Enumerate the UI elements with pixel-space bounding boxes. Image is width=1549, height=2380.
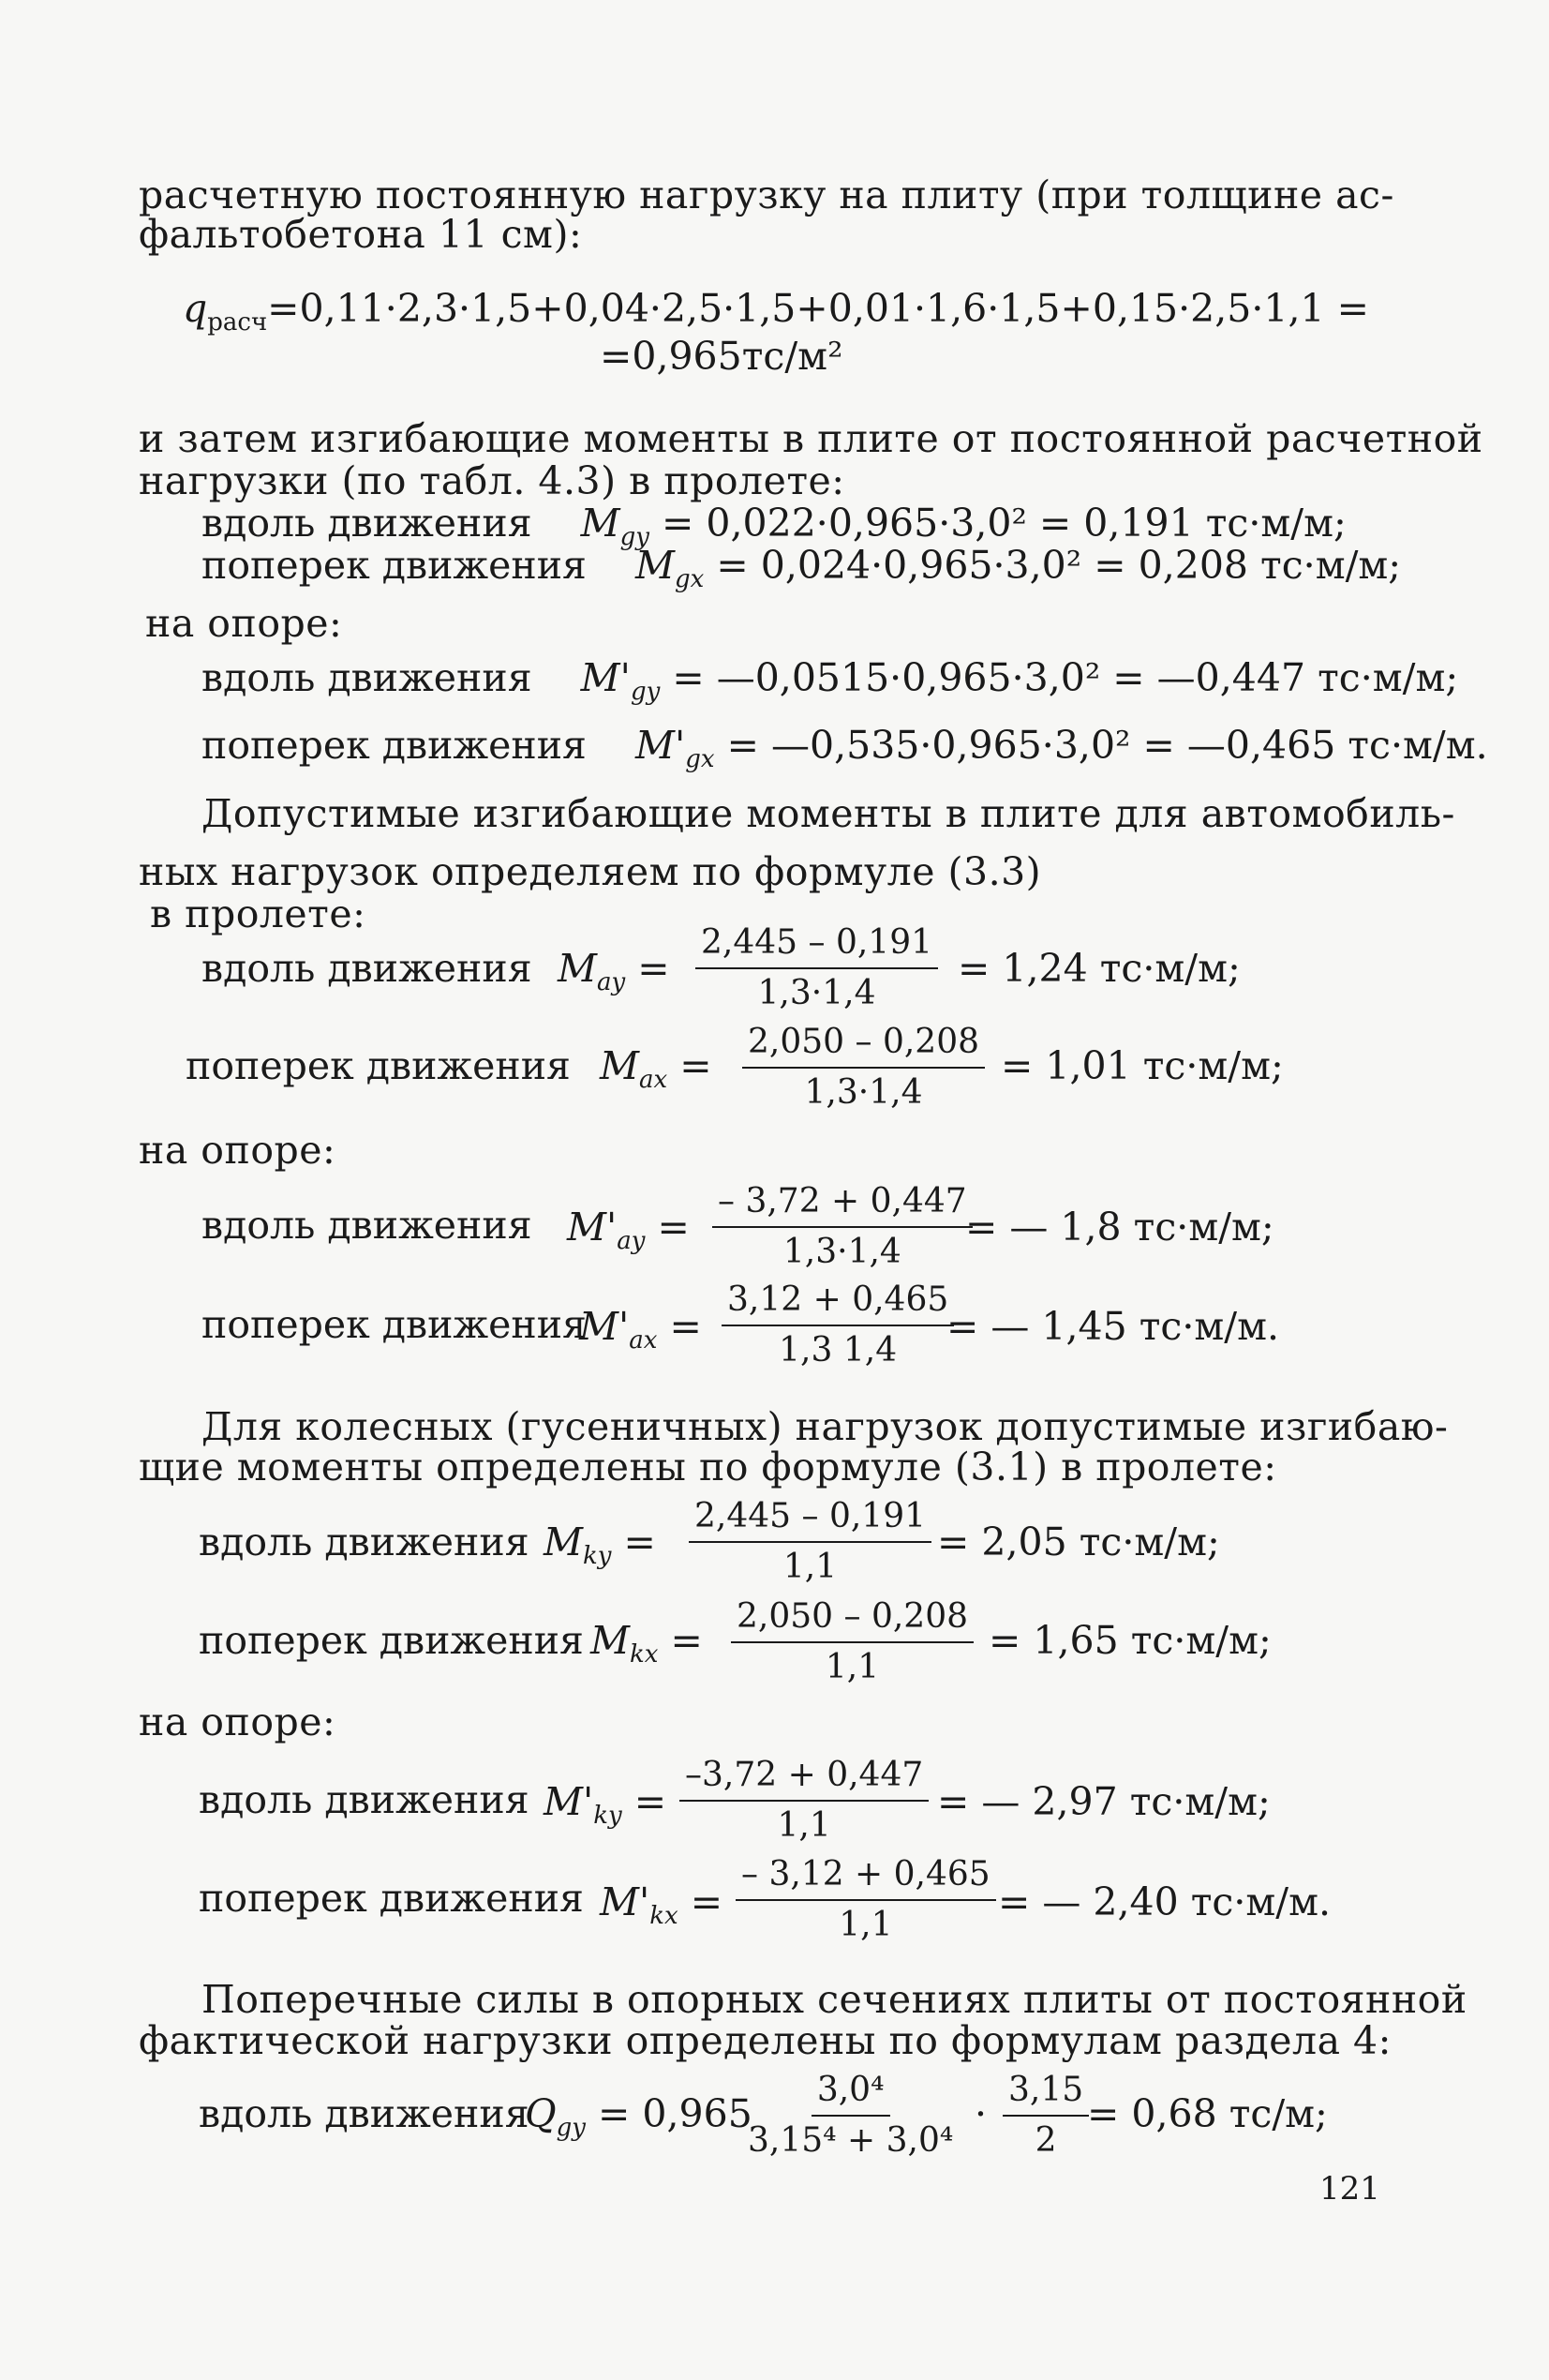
auto-span-row-symbol: $M_{ax}$ = (600, 1043, 712, 1095)
fraction-denominator: 1,3·1,4 (757, 974, 876, 1012)
fraction-denominator: 1,1 (839, 1906, 893, 1944)
auto-span-row-label: поперек движения (186, 1043, 571, 1088)
multiply-dot: · (975, 2091, 988, 2136)
moments-intro-line-2: нагрузки (по табл. 4.3) в пролете: (139, 458, 845, 503)
support-const-row (201, 722, 1488, 783)
q-subscript: расч (207, 308, 268, 337)
shear-symbol: Q (525, 2091, 557, 2136)
row-label: вдоль движения (201, 655, 532, 700)
moment-subscript: gy (630, 678, 661, 707)
q-symbol: q (183, 286, 208, 331)
wheel-span-row-symbol: $M_{kx}$ = (590, 1618, 703, 1669)
shear-intro-line-2: фактической нагрузки определены по формулам раздела 4: (139, 2018, 1392, 2063)
moment-symbol: M' (579, 1304, 630, 1349)
wheel-span-fraction (689, 1496, 931, 1588)
fraction-numerator: 3,0⁴ (812, 2070, 890, 2117)
auto-span-fraction (695, 922, 938, 1014)
auto-support-row-symbol: $M'_{ay}$ = (567, 1205, 690, 1256)
moment-symbol: M (544, 1519, 583, 1564)
wheel-span-fraction (731, 1596, 974, 1688)
auto-support-fraction (722, 1280, 954, 1371)
wheel-support-fraction (679, 1755, 929, 1847)
fraction-denominator: 1,3·1,4 (782, 1233, 901, 1271)
auto-span-result: = 1,01 тс·м/м; (1001, 1043, 1284, 1088)
intro-line-2: фальтобетона 11 см): (139, 212, 583, 257)
auto-intro-line-1: Допустимые изгибающие моменты в плите для автомобиль- (201, 791, 1455, 836)
auto-support-row-symbol: $M'_{ax}$ = (579, 1304, 702, 1355)
wheel-intro-line-1: Для колесных (гусеничных) нагрузок допустимые изгибаю- (201, 1404, 1449, 1449)
moment-symbol: M (635, 543, 675, 588)
shear-row-symbol (525, 2090, 752, 2151)
wheel-support-row-symbol: $M'_{ky}$ = (544, 1779, 667, 1831)
moment-subscript: gx (685, 745, 715, 774)
wheel-support-result: = — 2,40 тс·м/м. (998, 1879, 1332, 1924)
auto-intro-line-2: ных нагрузок определяем по формуле (3.3) (139, 849, 1042, 894)
moment-symbol: M (580, 501, 620, 546)
moment-subscript: ky (593, 1802, 622, 1831)
auto-span-fraction (742, 1022, 985, 1114)
moment-subscript: ay (596, 968, 626, 997)
moment-subscript: gy (619, 523, 649, 552)
row-expr: = 0,022·0,965·3,0² = 0,191 тс·м/м; (662, 501, 1347, 546)
fraction-denominator: 1,1 (825, 1648, 880, 1686)
shear-row-label: вдоль движения (199, 2091, 529, 2136)
support-const-row (201, 654, 1458, 715)
row-label: поперек движения (201, 543, 587, 588)
fraction-numerator: 2,050 – 0,208 (731, 1596, 974, 1643)
wheel-span-result: = 1,65 тс·м/м; (989, 1618, 1272, 1663)
moment-symbol: M' (567, 1205, 618, 1250)
moment-symbol: M' (635, 723, 686, 768)
auto-support-result: = — 1,45 тс·м/м. (946, 1304, 1280, 1349)
wheel-intro-line-2: щие моменты определены по формуле (3.1) в пролете: (139, 1444, 1277, 1489)
fraction-numerator: – 3,72 + 0,447 (712, 1181, 973, 1228)
wheel-span-row-label: вдоль движения (199, 1519, 529, 1564)
span-const-row (201, 542, 1401, 603)
auto-support-fraction (712, 1181, 973, 1273)
moment-subscript: ay (617, 1227, 646, 1256)
moment-symbol: M' (544, 1779, 594, 1824)
shear-result: = 0,68 тс/м; (1087, 2091, 1328, 2136)
row-label: поперек движения (201, 723, 587, 768)
fraction-numerator: 2,050 – 0,208 (742, 1022, 985, 1069)
wheel-span-row-symbol: $M_{ky}$ = (544, 1519, 656, 1571)
shear-intro-line-1: Поперечные силы в опорных сечениях плиты от постоянной (201, 1977, 1467, 2022)
on-support-label: на опоре: (139, 1128, 336, 1173)
on-support-label: на опоре: (139, 1699, 336, 1744)
page-number: 121 (1319, 2170, 1380, 2208)
fraction-numerator: 2,445 – 0,191 (689, 1496, 931, 1543)
shear-subscript: gy (556, 2114, 586, 2143)
moment-symbol: M (590, 1618, 630, 1663)
moment-symbol: M (600, 1043, 639, 1088)
row-expr: = 0,024·0,965·3,0² = 0,208 тс·м/м; (716, 543, 1402, 588)
shear-coefficient: = 0,965 (598, 2091, 752, 2136)
fraction-denominator: 1,3·1,4 (804, 1073, 923, 1112)
q-calc-result: =0,965тс/м² (600, 334, 843, 379)
wheel-support-row-symbol: $M'_{kx}$ = (600, 1879, 723, 1931)
auto-span-result: = 1,24 тс·м/м; (958, 946, 1241, 991)
shear-fraction-2 (1003, 2070, 1089, 2162)
fraction-numerator: 2,445 – 0,191 (695, 922, 938, 969)
wheel-support-row-label: вдоль движения (199, 1777, 529, 1822)
moment-subscript: gx (675, 565, 705, 594)
wheel-support-result: = — 2,97 тс·м/м; (937, 1779, 1271, 1824)
fraction-numerator: 3,15 (1003, 2070, 1089, 2117)
moment-subscript: ax (629, 1326, 658, 1355)
row-expr: = —0,535·0,965·3,0² = —0,465 тс·м/м. (726, 723, 1488, 768)
on-support-label: на опоре: (145, 601, 343, 646)
fraction-denominator: 1,1 (782, 1548, 838, 1586)
fraction-numerator: 3,12 + 0,465 (722, 1280, 954, 1326)
auto-intro-line-3: в пролете: (150, 891, 366, 936)
fraction-numerator: – 3,12 + 0,465 (736, 1854, 996, 1901)
shear-fraction-1 (748, 2070, 953, 2162)
fraction-denominator: 2 (1035, 2121, 1057, 2160)
auto-span-row-label: вдоль движения (201, 946, 532, 991)
moment-subscript: ax (638, 1066, 668, 1095)
wheel-support-fraction (736, 1854, 996, 1946)
row-expr: = —0,0515·0,965·3,0² = —0,447 тс·м/м; (672, 655, 1459, 700)
wheel-span-result: = 2,05 тс·м/м; (937, 1519, 1220, 1564)
moment-subscript: kx (629, 1640, 659, 1669)
wheel-support-row-label: поперек движения (199, 1876, 584, 1921)
moment-subscript: kx (649, 1902, 678, 1931)
moment-symbol: M' (600, 1879, 650, 1924)
intro-line-1: расчетную постоянную нагрузку на плиту (при толщине ас- (139, 172, 1394, 217)
moment-symbol: M' (580, 655, 631, 700)
fraction-numerator: –3,72 + 0,447 (679, 1755, 929, 1802)
row-label: вдоль движения (201, 501, 532, 546)
auto-support-row-label: поперек движения (201, 1302, 587, 1347)
fraction-denominator: 1,3 1,4 (779, 1331, 898, 1370)
q-expr: =0,11·2,3·1,5+0,04·2,5·1,5+0,01·1,6·1,5+0,15·2,5·1,1 = (267, 286, 1370, 331)
wheel-span-row-label: поперек движения (199, 1618, 584, 1663)
auto-support-row-label: вдоль движения (201, 1203, 532, 1248)
moment-subscript: ky (582, 1542, 612, 1571)
fraction-denominator: 1,1 (777, 1806, 831, 1845)
fraction-denominator: 3,15⁴ + 3,0⁴ (748, 2121, 954, 2160)
moment-symbol: M (558, 946, 597, 991)
auto-span-row-symbol: $M_{ay}$ = (558, 946, 670, 997)
moments-intro-line-1: и затем изгибающие моменты в плите от постоянной расчетной (139, 416, 1483, 461)
auto-support-result: = — 1,8 тс·м/м; (965, 1205, 1274, 1250)
